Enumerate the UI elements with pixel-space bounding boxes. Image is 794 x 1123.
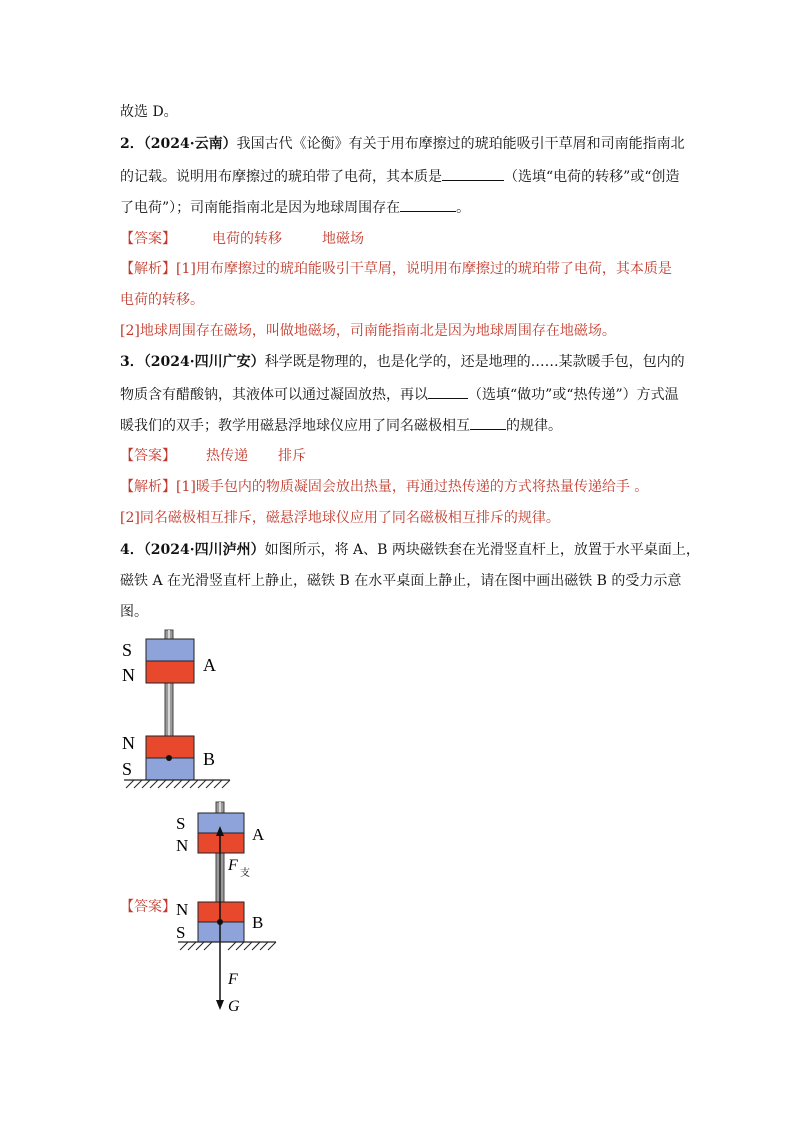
text-line bbox=[120, 102, 178, 122]
label-n-bottom: N bbox=[176, 900, 189, 919]
answer-blank bbox=[400, 197, 456, 212]
question-2-text: 了电荷”）；司南能指南北是因为地球周围存在 bbox=[120, 200, 401, 216]
question-3-text: （选填“做功”或“热传递”）方式温 bbox=[468, 387, 679, 403]
question-2-explanation-1b bbox=[120, 290, 204, 310]
question-4-text: 磁铁 A 在光滑竖直杆上静止，磁铁 B 在水平桌面上静止，请在图中画出磁铁 B 的受力示意 bbox=[120, 573, 682, 589]
question-3-answer bbox=[120, 446, 306, 466]
explanation-text: [1]暖手包内的物质凝固会放出热量，再通过热传递的方式将热量传递给手 。 bbox=[176, 479, 649, 495]
question-3-text: 物质含有醋酸钠，其液体可以通过凝固放热，再以 bbox=[120, 387, 428, 403]
label-force-g: G bbox=[228, 998, 240, 1015]
answer-blank bbox=[442, 166, 504, 181]
downward-force-arrowhead bbox=[216, 1000, 224, 1010]
explanation-text: [2]地球周围存在磁场，叫做地磁场，司南能指南北是因为地球周围存在地磁场。 bbox=[120, 323, 616, 339]
question-3-line-2 bbox=[120, 384, 679, 405]
question-3-text: 科学既是物理的，也是化学的，还是地理的……某款暖手包，包内的 bbox=[264, 354, 685, 370]
question-2-number: 2．（2024·云南） bbox=[120, 136, 237, 152]
label-n-top: N bbox=[122, 665, 135, 685]
magnet-b-south bbox=[146, 758, 194, 780]
answer-value: 电荷的转移 bbox=[212, 231, 282, 247]
question-4-line-3 bbox=[120, 602, 148, 622]
question-2-explanation-2 bbox=[120, 321, 616, 341]
magnet-b-north bbox=[146, 736, 194, 758]
label-support-force: F bbox=[228, 857, 238, 874]
question-4-answer bbox=[120, 897, 176, 917]
ground-hatch bbox=[126, 780, 230, 788]
magnet-diagram-question bbox=[118, 625, 238, 795]
magnet-a-north bbox=[146, 661, 194, 683]
answer-value: 排斥 bbox=[278, 448, 306, 464]
question-2-text: 的记载。说明用布摩擦过的琥珀带了电荷，其本质是 bbox=[120, 169, 442, 185]
question-4-text: 如图所示，将 A、B 两块磁铁套在光滑竖直杆上，放置于水平桌面上， bbox=[264, 542, 700, 558]
answer-blank bbox=[428, 384, 468, 399]
question-3-line-3 bbox=[120, 415, 562, 436]
magnet-b-north bbox=[198, 902, 244, 922]
label-s-bottom: S bbox=[122, 759, 133, 779]
answer-tag: 【答案】 bbox=[120, 899, 176, 915]
label-a: A bbox=[252, 825, 265, 844]
explanation-tag: 【解析】 bbox=[120, 261, 176, 277]
label-n-bottom: N bbox=[122, 733, 135, 753]
question-2-line-2 bbox=[120, 166, 679, 187]
label-s-top: S bbox=[122, 640, 133, 660]
ground-hatch bbox=[180, 942, 276, 950]
label-b: B bbox=[203, 749, 216, 769]
question-3-explanation-2 bbox=[120, 508, 560, 528]
previous-answer: 故选 D。 bbox=[120, 104, 178, 120]
question-3-line-1 bbox=[120, 352, 685, 372]
explanation-tag: 【解析】 bbox=[120, 479, 176, 495]
question-4-line-2 bbox=[120, 571, 681, 591]
answer-tag: 【答案】 bbox=[120, 448, 176, 464]
question-2-text: 。 bbox=[456, 200, 471, 216]
answer-value: 热传递 bbox=[206, 448, 248, 464]
label-force-f: F bbox=[228, 971, 238, 988]
question-3-number: 3．（2024·四川广安） bbox=[120, 354, 265, 370]
label-n-top: N bbox=[176, 836, 189, 855]
question-3-text: 暖我们的双手；教学用磁悬浮地球仪应用了同名磁极相互 bbox=[120, 418, 470, 434]
question-2-explanation-1 bbox=[120, 259, 672, 279]
magnet-a-south bbox=[146, 639, 194, 661]
question-2-line-3 bbox=[120, 197, 470, 218]
label-support-force-subscript: 支 bbox=[240, 868, 250, 879]
explanation-text: 电荷的转移。 bbox=[120, 292, 204, 308]
question-2-answer bbox=[120, 229, 364, 249]
answer-value: 地磁场 bbox=[322, 231, 364, 247]
label-s-top: S bbox=[176, 814, 186, 833]
label-s-bottom: S bbox=[176, 923, 186, 942]
question-4-line-1 bbox=[120, 540, 700, 560]
question-2-text: 我国古代《论衡》有关于用布摩擦过的琥珀能吸引干草屑和司南能指南北 bbox=[236, 136, 685, 152]
magnet-diagram-answer bbox=[172, 798, 282, 1018]
answer-tag: 【答案】 bbox=[120, 231, 176, 247]
question-3-text: 的规律。 bbox=[506, 418, 562, 434]
magnet-b-south bbox=[198, 922, 244, 942]
question-3-explanation-1 bbox=[120, 477, 648, 497]
label-b: B bbox=[252, 913, 264, 932]
question-4-number: 4．（2024·四川泸州） bbox=[120, 542, 265, 558]
label-a: A bbox=[203, 655, 216, 675]
question-2-text: （选填“电荷的转移”或“创造 bbox=[504, 169, 680, 185]
question-2-line-1 bbox=[120, 134, 685, 154]
explanation-text: [2]同名磁极相互排斥，磁悬浮地球仪应用了同名磁极相互排斥的规律。 bbox=[120, 510, 560, 526]
explanation-text: [1]用布摩擦过的琥珀能吸引干草屑，说明用布摩擦过的琥珀带了电荷，其本质是 bbox=[176, 261, 672, 277]
center-dot bbox=[166, 755, 172, 761]
answer-blank bbox=[470, 415, 506, 430]
question-4-text: 图。 bbox=[120, 604, 148, 620]
